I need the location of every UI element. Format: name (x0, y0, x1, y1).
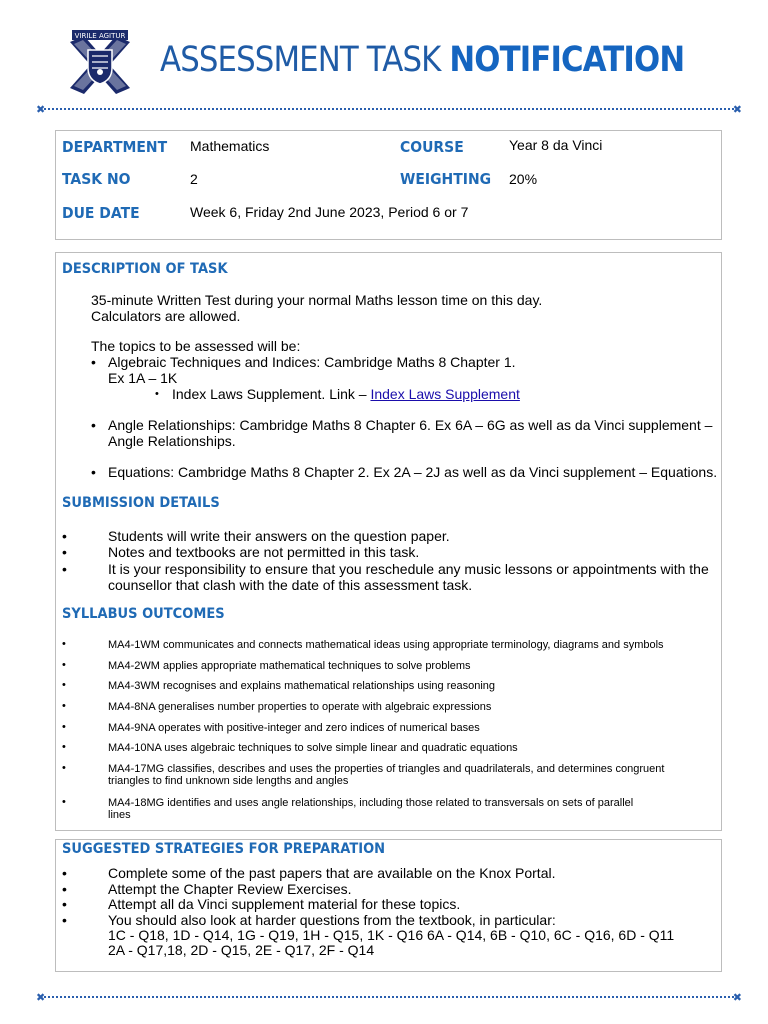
bullet-icon: • (62, 659, 66, 671)
bullet-icon: • (62, 912, 67, 928)
bullet-icon: • (62, 762, 66, 774)
footer-divider (36, 992, 742, 1004)
index-laws-supplement-link[interactable]: Index Laws Supplement (370, 386, 520, 402)
divider-right-mark: ✖ (732, 104, 742, 116)
description-line-1: 35-minute Written Test during your normal Maths lesson time on this day. (91, 292, 543, 308)
strategy-4-line-3: 2A - Q17,18, 2D - Q15, 2E - Q17, 2F - Q14 (108, 942, 375, 958)
task-number-value: 2 (190, 171, 198, 187)
school-crest-logo (66, 28, 134, 98)
topics-intro: The topics to be assessed will be: (91, 338, 301, 354)
outcomes-heading: SYLLABUS OUTCOMES (62, 606, 225, 622)
submission-item-2: Notes and textbooks are not permitted in this task. (108, 544, 420, 560)
bullet-icon: • (62, 700, 66, 712)
outcome-4: MA4-8NA generalises number properties to operate with algebraic expressions (108, 701, 492, 713)
submission-item-1: Students will write their answers on the question paper. (108, 528, 450, 544)
outcome-6: MA4-10NA uses algebraic techniques to solve simple linear and quadratic equations (108, 742, 518, 754)
divider-right-mark: ✖ (732, 992, 742, 1004)
bullet-icon: • (91, 417, 96, 433)
submission-item-3-line-1: It is your responsibility to ensure that you reschedule any music lessons or appointments with the (108, 561, 709, 577)
outcome-5: MA4-9NA operates with positive-integer and zero indices of numerical bases (108, 722, 480, 734)
bullet-icon: • (62, 796, 66, 808)
strategy-1: Complete some of the past papers that are available on the Knox Portal. (108, 865, 556, 881)
due-date-label: DUE DATE (62, 204, 140, 222)
strategy-2: Attempt the Chapter Review Exercises. (108, 881, 352, 897)
department-label: DEPARTMENT (62, 138, 168, 156)
bullet-icon: • (62, 544, 67, 560)
course-label: COURSE (400, 138, 464, 156)
bullet-icon: • (62, 528, 67, 544)
weighting-label: WEIGHTING (400, 170, 492, 188)
outcome-8-line-2: lines (108, 809, 131, 821)
bullet-icon: • (62, 896, 67, 912)
outcome-7-line-1: MA4-17MG classifies, describes and uses the properties of triangles and quadrilaterals, and determines congruent (108, 763, 665, 775)
strategy-4-line-2: 1C - Q18, 1D - Q14, 1G - Q19, 1H - Q15, 1K - Q16 6A - Q14, 6B - Q10, 6C - Q16, 6D - Q11 (108, 927, 675, 943)
bullet-icon: • (62, 741, 66, 753)
outcome-7-line-2: triangles to find unknown side lengths and angles (108, 775, 349, 787)
outcome-2: MA4-2WM applies appropriate mathematical techniques to solve problems (108, 660, 471, 672)
task-number-label: TASK NO (62, 170, 131, 188)
outcome-1: MA4-1WM communicates and connects mathematical ideas using appropriate terminology, diagrams and symbols (108, 639, 664, 651)
topic-2-line-2: Angle Relationships. (108, 433, 236, 449)
department-value: Mathematics (190, 138, 270, 154)
description-heading: DESCRIPTION OF TASK (62, 261, 228, 277)
header-divider (36, 104, 742, 116)
submission-heading: SUBMISSION DETAILS (62, 495, 220, 511)
weighting-value: 20% (509, 171, 538, 187)
bullet-icon: • (62, 679, 66, 691)
bullet-icon: • (62, 638, 66, 650)
subtopic-item: Index Laws Supplement. Link – Index Laws Supplement (172, 386, 520, 402)
bullet-icon: • (62, 721, 66, 733)
outcome-3: MA4-3WM recognises and explains mathematical relationships using reasoning (108, 680, 496, 692)
strategy-4-line-1: You should also look at harder questions from the textbook, in particular: (108, 912, 556, 928)
bullet-icon: • (91, 464, 96, 480)
bullet-icon: • (91, 354, 96, 370)
divider-left-mark: ✖ (36, 104, 46, 116)
strategy-3: Attempt all da Vinci supplement material for these topics. (108, 896, 461, 912)
strategies-heading: SUGGESTED STRATEGIES FOR PREPARATION (62, 841, 386, 857)
page-title: ASSESSMENT TASK NOTIFICATION (160, 40, 685, 80)
bullet-icon: • (62, 881, 67, 897)
bullet-icon: • (62, 865, 67, 881)
topic-1-line-2: Ex 1A – 1K (108, 370, 178, 386)
course-value: Year 8 da Vinci (509, 137, 603, 153)
due-date-value: Week 6, Friday 2nd June 2023, Period 6 or 7 (190, 204, 469, 220)
divider-left-mark: ✖ (36, 992, 46, 1004)
description-line-2: Calculators are allowed. (91, 308, 241, 324)
topic-2-line-1: Angle Relationships: Cambridge Maths 8 Chapter 6. Ex 6A – 6G as well as da Vinci supplement – (108, 417, 713, 433)
topic-1-line-1: Algebraic Techniques and Indices: Cambridge Maths 8 Chapter 1. (108, 354, 516, 370)
submission-item-3-line-2: counsellor that clash with the date of this assessment task. (108, 577, 473, 593)
topic-3-line-1: Equations: Cambridge Maths 8 Chapter 2. Ex 2A – 2J as well as da Vinci supplement – Equations. (108, 464, 718, 480)
bullet-icon: • (62, 561, 67, 577)
bullet-icon: • (155, 388, 159, 400)
outcome-8-line-1: MA4-18MG identifies and uses angle relationships, including those related to transversals on sets of parallel (108, 797, 634, 809)
logo-motto: VIRILE AGITUR (74, 32, 126, 40)
